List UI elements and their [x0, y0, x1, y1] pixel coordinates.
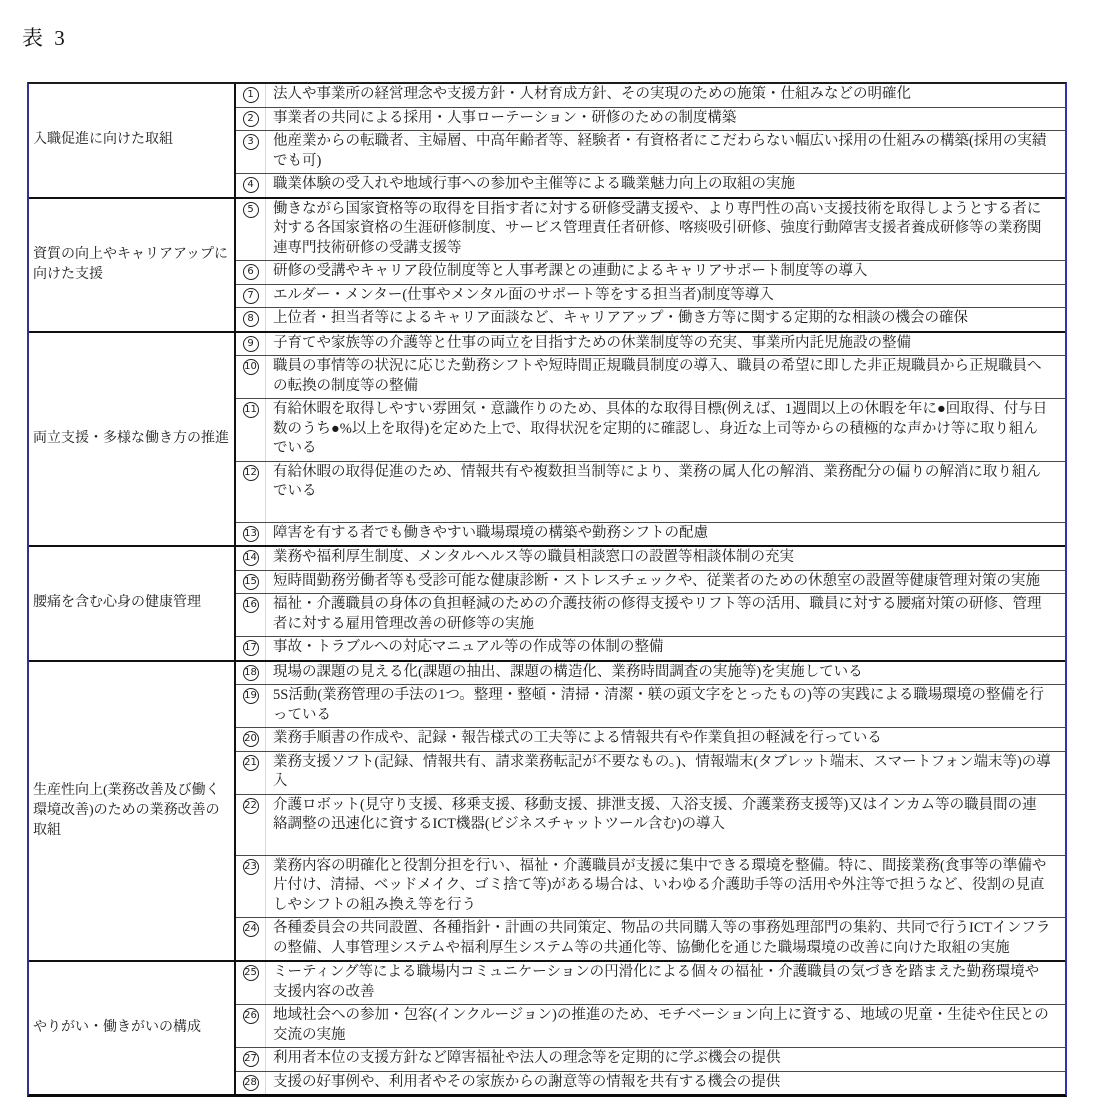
circled-number-badge: 16	[243, 597, 259, 613]
category-cell: 腰痛を含む心身の健康管理	[29, 547, 236, 660]
table-row	[236, 107, 1065, 131]
circled-number-badge: 9	[243, 336, 259, 352]
circled-number-badge: 10	[243, 359, 259, 375]
table-row	[236, 307, 1065, 331]
item-number-cell	[236, 752, 266, 794]
circled-number-badge: 12	[243, 465, 259, 481]
item-text: 現場の課題の見える化(課題の抽出、課題の構造化、業務時間調査の実施等)を実施している	[273, 663, 863, 680]
circled-number-badge: 19	[243, 688, 259, 704]
group-row-4	[29, 545, 1065, 660]
item-text: 業務や福利厚生制度、メンタルヘルス等の職員相談窓口の設置等相談体制の充実	[273, 549, 794, 565]
item-number-cell	[236, 108, 266, 131]
item-number-cell	[236, 199, 266, 261]
items-column	[236, 962, 1065, 1094]
item-number-cell	[236, 1072, 266, 1095]
item-text: 上位者・担当者等によるキャリア面談など、キャリアアップ・働き方等に関する定期的な相談の機会の確保	[273, 310, 968, 326]
table-row	[236, 794, 1065, 855]
table-row	[236, 636, 1065, 660]
item-text: 利用者本位の支援方針など障害福祉や法人の理念等を定期的に学ぶ機会の提供	[273, 1050, 781, 1066]
item-number-cell	[236, 84, 266, 107]
item-number-cell	[236, 261, 266, 284]
item-text: 障害を有する者でも働きやすい職場環境の構築や勤務シフトの配慮	[273, 524, 708, 541]
item-number-cell	[236, 308, 266, 331]
circled-number-badge: 1	[243, 87, 259, 103]
circled-number-badge: 21	[243, 755, 259, 771]
circled-number-badge: 25	[243, 965, 259, 981]
circled-number-badge: 24	[243, 921, 259, 937]
table-row	[236, 593, 1065, 636]
item-text: エルダー・メンター(仕事やメンタル面のサポート等をする担当者)制度等導入	[273, 286, 774, 303]
item-text: 有給休暇の取得促進のため、情報共有や複数担当制等により、業務の属人化の解消、業務配分の偏りの解消に取り組んでいる	[273, 463, 1041, 499]
item-number-cell	[236, 856, 266, 918]
item-text: 事業者の共同による採用・人事ローテーション・研修のための制度構築	[273, 109, 737, 126]
table-row	[236, 662, 1065, 685]
item-number-cell	[236, 962, 266, 1004]
item-text: 他産業からの転職者、主婦層、中高年齢者等、経験者・有資格者にこだわらない幅広い採用の仕組みの構築(採用の実績でも可)	[273, 133, 1047, 169]
table-row	[236, 570, 1065, 594]
table-row	[236, 355, 1065, 398]
table-row	[236, 547, 1065, 570]
item-number-cell	[236, 547, 266, 570]
table-row	[236, 727, 1065, 751]
item-number-cell	[236, 728, 266, 751]
table-row	[236, 84, 1065, 107]
circled-number-badge: 11	[243, 402, 259, 418]
table-row	[236, 333, 1065, 356]
circled-number-badge: 28	[243, 1075, 259, 1091]
items-column	[236, 199, 1065, 331]
table-row	[236, 1047, 1065, 1071]
page-title: 表 3	[22, 26, 68, 50]
item-text: 子育てや家族等の介護等と仕事の両立を目指すための休業制度等の充実、事業所内託児施設の整備	[273, 334, 911, 351]
item-text: 業務支援ソフト(記録、情報共有、請求業務転記が不要なもの。)、情報端末(タブレット端末、スマートフォン端末等)の導入	[273, 753, 1051, 789]
group-row-1	[29, 84, 1065, 197]
group-row-3	[29, 331, 1065, 546]
item-number-cell	[236, 131, 266, 173]
table-row	[236, 284, 1065, 308]
circled-number-badge: 14	[243, 550, 259, 566]
circled-number-badge: 15	[243, 574, 259, 590]
item-number-cell	[236, 918, 266, 960]
circled-number-badge: 5	[243, 202, 259, 218]
item-text: 業務手順書の作成や、記録・報告様式の工夫等による情報共有や作業負担の軽減を行っている	[273, 730, 882, 746]
item-number-cell	[236, 399, 266, 461]
items-column	[236, 662, 1065, 961]
circled-number-badge: 2	[243, 111, 259, 127]
item-text: 福祉・介護職員の身体の負担軽減のための介護技術の修得支援やリフト等の活用、職員に対する腰痛対策の研修、管理者に対する雇用管理改善の研修等の実施	[273, 596, 1042, 632]
table-row	[236, 199, 1065, 261]
item-number-cell	[236, 594, 266, 636]
circled-number-badge: 27	[243, 1051, 259, 1067]
table-row	[236, 130, 1065, 173]
circled-number-badge: 20	[243, 731, 259, 747]
table-row	[236, 751, 1065, 794]
document-page	[0, 22, 1100, 1099]
table-row	[236, 962, 1065, 1004]
table-3	[27, 82, 1067, 1097]
items-column	[236, 84, 1065, 197]
group-row-2	[29, 197, 1065, 331]
item-text: 有給休暇を取得しやすい雰囲気・意識作りのため、具体的な取得目標(例えば、1週間以上の休暇を年に●回取得、付与日数のうち●%以上を取得)を定めた上で、取得状況を定期的に確認し、身近な上司等からの積極的な声かけ等に取り組んでいる	[273, 401, 1048, 456]
item-text: 業務内容の明確化と役割分担を行い、福祉・介護職員が支援に集中できる環境を整備。特に、間接業務(食事等の準備や片付け、清掃、ベッドメイク、ゴミ捨て等)がある場合は、いわゆる介護助手等の活用や外注等で担うなど、役割の見直しやシフトの組み換え等を行う	[273, 857, 1047, 913]
category-cell: 両立支援・多様な働き方の推進	[29, 333, 236, 546]
item-number-cell	[236, 174, 266, 197]
group-row-5	[29, 660, 1065, 961]
table-row	[236, 855, 1065, 918]
item-text: ミーティング等による職場内コミュニケーションの円滑化による個々の福祉・介護職員の気づきを踏まえた勤務環境や支援内容の改善	[273, 964, 1040, 1000]
item-text: 法人や事業所の経営理念や支援方針・人材育成方針、その実現のための施策・仕組みなどの明確化	[273, 86, 911, 102]
items-column	[236, 547, 1065, 660]
item-text: 5S活動(業務管理の手法の1つ。整理・整頓・清掃・清潔・躾の頭文字をとったもの)等の実践による職場環境の整備を行っている	[273, 687, 1044, 723]
category-cell: 入職促進に向けた取組	[29, 84, 236, 197]
circled-number-badge: 23	[243, 859, 259, 875]
item-number-cell	[236, 523, 266, 546]
item-text: 職員の事情等の状況に応じた勤務シフトや短時間正規職員制度の導入、職員の希望に即した非正規職員から正規職員への転換の制度等の整備	[273, 358, 1042, 394]
item-number-cell	[236, 685, 266, 727]
item-text: 短時間勤務労働者等も受診可能な健康診断・ストレスチェックや、従業者のための休憩室の設置等健康管理対策の実施	[273, 572, 1041, 589]
item-text: 事故・トラブルへの対応マニュアル等の作成等の体制の整備	[273, 639, 664, 655]
category-cell: やりがい・働きがいの構成	[29, 962, 236, 1094]
item-text: 各種委員会の共同設置、各種指針・計画の共同策定、物品の共同購入等の事務処理部門の集約、共同で行うICTインフラの整備、人事管理システムや福利厚生システム等の共通化等、協働化を通じた職場環境の改善に向けた取組の実施	[273, 920, 1051, 956]
items-column	[236, 333, 1065, 546]
circled-number-badge: 22	[243, 798, 259, 814]
category-cell: 生産性向上(業務改善及び働く環境改善)のための業務改善の取組	[29, 662, 236, 961]
item-number-cell	[236, 1048, 266, 1071]
circled-number-badge: 8	[243, 311, 259, 327]
circled-number-badge: 17	[243, 640, 259, 656]
table-row	[236, 684, 1065, 727]
circled-number-badge: 6	[243, 264, 259, 280]
table-row	[236, 1071, 1065, 1095]
item-number-cell	[236, 1005, 266, 1047]
table-row	[236, 522, 1065, 546]
table-row	[236, 260, 1065, 284]
item-number-cell	[236, 356, 266, 398]
item-text: 研修の受講やキャリア段位制度等と人事考課との連動によるキャリアサポート制度等の導入	[273, 263, 868, 279]
table-row	[236, 398, 1065, 461]
circled-number-badge: 26	[243, 1008, 259, 1024]
item-number-cell	[236, 637, 266, 660]
group-row-6	[29, 960, 1065, 1094]
table-row	[236, 173, 1065, 197]
item-number-cell	[236, 571, 266, 594]
circled-number-badge: 3	[243, 134, 259, 150]
item-text: 職業体験の受入れや地域行事への参加や主催等による職業魅力向上の取組の実施	[273, 176, 795, 192]
item-number-cell	[236, 462, 266, 522]
circled-number-badge: 18	[243, 665, 259, 681]
item-number-cell	[236, 285, 266, 308]
item-number-cell	[236, 333, 266, 356]
item-text: 介護ロボット(見守り支援、移乗支援、移動支援、排泄支援、入浴支援、介護業務支援等)又はインカム等の職員間の連絡調整の迅速化に資するICT機器(ビジネスチャットツール含む)の導入	[273, 796, 1037, 832]
table-row	[236, 917, 1065, 960]
item-number-cell	[236, 795, 266, 855]
table-row	[236, 461, 1065, 522]
item-text: 地域社会への参加・包容(インクルージョン)の推進のため、モチベーション向上に資する、地域の児童・生徒や住民との交流の実施	[273, 1007, 1049, 1043]
circled-number-badge: 4	[243, 177, 259, 193]
item-number-cell	[236, 662, 266, 685]
item-text: 支援の好事例や、利用者やその家族からの謝意等の情報を共有する機会の提供	[273, 1073, 781, 1090]
category-cell: 資質の向上やキャリアアップに向けた支援	[29, 199, 236, 331]
item-text: 働きながら国家資格等の取得を目指す者に対する研修受講支援や、より専門性の高い支援技術を取得しようとする者に対する各国家資格の生涯研修制度、サービス管理責任者研修、喀痰吸引研修、強度行動障害支援者養成研修等の業務関連専門技術研修の受講支援等	[273, 200, 1042, 256]
circled-number-badge: 13	[243, 526, 259, 542]
table-row	[236, 1004, 1065, 1047]
circled-number-badge: 7	[243, 288, 259, 304]
